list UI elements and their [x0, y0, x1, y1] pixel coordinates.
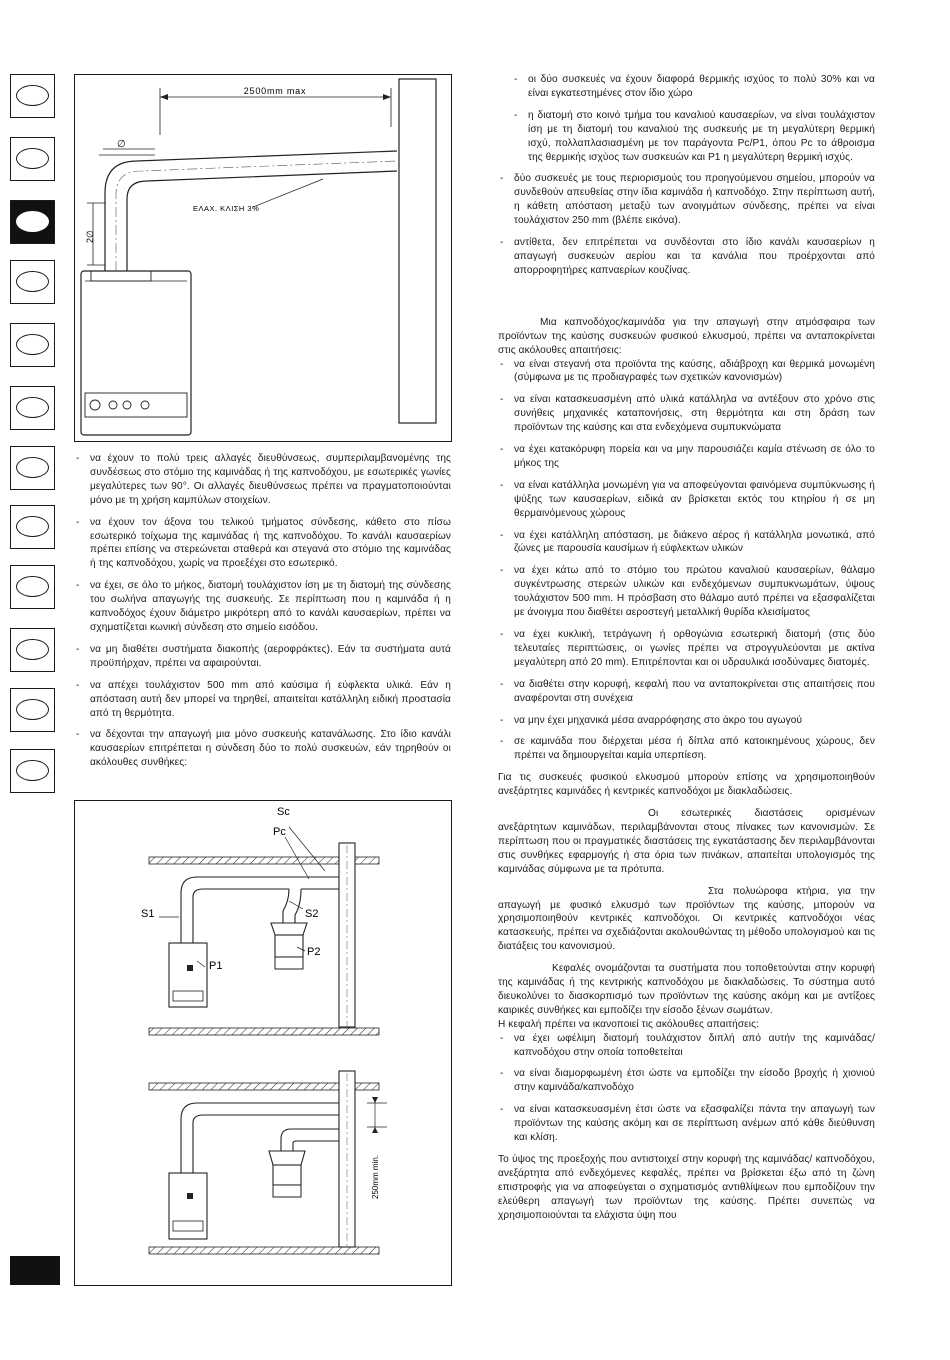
flue-axis: [116, 161, 397, 271]
min-distance-label: 250mm min.: [371, 1154, 380, 1199]
appliance-1: [169, 1173, 207, 1239]
list-item: - να έχει κατακόρυφη πορεία και να μην παρουσιάζει καμία στένωση σε όλο το μήκος της: [498, 443, 875, 471]
list-item: - να είναι κατασκευασμένη έτσι ώστε να εξασφαλίζει πάντα την απαγωγή των προϊόντων της καύσης ακόμη και σε περίπτωση ανέμων από κάθε διεύθυνση και κλίση.: [498, 1103, 875, 1145]
label-pc: Pc: [273, 826, 286, 838]
language-tab-9[interactable]: [10, 565, 55, 609]
paragraph: Για τις συσκευές φυσικού ελκυσμού μπορούν επίσης να χρησιμοποιηθούν ανεξάρτητες καμινάδες ή κεντρικές καπνοδόχοι με διακλαδώσεις.: [498, 772, 875, 798]
list-item: - να έχει κάτω από το στόμιο του πρώτου καναλιού καυσαερίων, θάλαμο συγκέντρωσης στερεών υλικών και ενδεχόμενων συμπυκνωμάτων, ύψους τουλάχιστον 500 mm. Η πρόσβαση στο θάλαμο αυτό πρέπει να εξασφαλίζεται με άνοιγμα που διαθέτει αεροστεγή μεταλλική θυρίδα κλεισίματος: [498, 564, 875, 620]
oval-icon: [16, 699, 49, 720]
label-sc: Sc: [277, 806, 290, 818]
oval-icon: [16, 760, 49, 781]
flue-requirements-list: [74, 452, 451, 770]
flue-pipe-inner: [127, 171, 397, 271]
paragraph: Η κεφαλή πρέπει να ικανοποιεί τις ακόλουθες απαιτήσεις:: [498, 1018, 759, 1030]
power-icon: [90, 400, 100, 410]
diameter-label: ∅: [117, 139, 126, 150]
slope-label: ΕΛΑΧ. ΚΛΙΣΗ 3%: [193, 204, 260, 213]
oval-icon: [16, 397, 49, 418]
paragraph: Το ύψος της προεξοχής που αντιστοιχεί στην κορυφή της καμινάδας/ καπνοδόχου, ανεξάρτητα από ενδεχόμενες κεφαλές, πρέπει να βρίσκεται έξω από τη ζώνη επιστροφής για να αποφεύγεται ο σχηματισμός αντιθλίψεων που εμποδίζουν την ελεύθερη απαγωγή των προϊόντων της καύσης. Πρέπει συνεπώς να χρησιμοποιούνται τα ελάχιστα ύψη που: [498, 1154, 875, 1221]
two-appliances-diagram: [75, 801, 453, 1287]
oval-icon: [16, 457, 49, 478]
label-p2: P2: [307, 946, 321, 958]
oval-icon: [16, 576, 49, 597]
boiler-body: [81, 271, 191, 435]
flue-connection-diagram: [75, 75, 453, 443]
list-item: - να είναι κατασκευασμένη από υλικά κατάλληλα να αντέξουν στο χρόνο στις συνήθεις μηχανικές καταπονήσεις, στη θερμότητα και στη δράση των προϊόντων της καύσης και στα ενδεχόμενα συμπυκνώματα: [498, 393, 875, 435]
head-requirements-list: [498, 1032, 875, 1145]
two-appliance-conditions: [498, 73, 875, 278]
language-tab-5[interactable]: [10, 323, 55, 367]
language-tab-6[interactable]: [10, 386, 55, 430]
dimension-2500-label: 2500mm max: [243, 86, 307, 96]
list-item: - οι δύο συσκευές να έχουν διαφορά θερμικής ισχύος το πολύ 30% και να είναι εγκατεστημένες στον ίδιο χώρο: [512, 73, 875, 101]
language-tab-10[interactable]: [10, 628, 55, 672]
oval-icon: [16, 639, 49, 660]
language-tab-12[interactable]: [10, 749, 55, 793]
oval-icon: [16, 271, 49, 292]
diameter-2-label: 2∅: [85, 230, 95, 243]
two-appliances-figure: [74, 800, 452, 1286]
list-item: - να έχει, σε όλο το μήκος, διατομή τουλάχιστον ίση με τη διατομή της σύνδεσης του σωλήνα απαγωγής της συσκευής. Σε περίπτωση που η καμινάδα ή η καπνοδόχος έχουν διάμετρο μικρότερη από το κανάλι καυσαερίων, πρέπει να σχηματίζεται κωνική σύνδεση στο σημείο εισόδου.: [74, 579, 451, 635]
list-item: - να έχουν το πολύ τρεις αλλαγές διευθύνσεως, συμπεριλαμβανομένης της συνδέσεως στο στόμιο της καμινάδας ή της καπνοδόχου, με εσωτερικές γωνίες μεγαλύτερες των 90°. Οι αλλαγές διευθύνσεως πρέπει να πραγματοποιούνται μόνο με τη χρήση καμπύλων στοιχείων.: [74, 452, 451, 508]
list-item: - να έχει κατάλληλη απόσταση, με διάκενο αέρος ή κατάλληλα μονωτικά, από ζώνες με παρουσία καυσίμων ή εύφλεκτων υλικών: [498, 529, 875, 557]
label-p1: P1: [209, 960, 223, 972]
floor-slab: [149, 1028, 379, 1035]
list-item: - να είναι κατάλληλα μονωμένη για να αποφεύγονται φαινόμενα συμπύκνωσης ή ψύξης των καυσαερίων, ειδικά αν βρίσκεται εκτός του κτηρίου ή σε μη θερμαινόμενους χώρους: [498, 479, 875, 521]
oval-icon: [16, 516, 49, 537]
list-item: - να έχει κυκλική, τετράγωνη ή ορθογώνια εσωτερική διατομή (στις δύο τελευταίες περιπτώσεις, οι γωνίες πρέπει να στρογγυλεύονται με ακτίνα μεγαλύτερη από 20 mm). Επιτρέπονται και οι υδραυλικά ισοδύναμες διατομές.: [498, 628, 875, 670]
left-text-column: [74, 452, 451, 778]
knob-icon: [123, 401, 131, 409]
list-item: - να έχει ωφέλιμη διατομή τουλάχιστον διπλή από αυτήν της καμινάδας/ καπνοδόχου στην οποία τοποθετείται: [498, 1032, 875, 1060]
paragraph: Κεφαλές ονομάζονται τα συστήματα που τοποθετούνται στην κορυφή της καμινάδας ή της κεντρικής καπνοδόχου με διακλαδώσεις. Το σύστημα αυτό διευκολύνει το διασκορπισμό των προϊόντων της καύσης ακόμη και με αντίξοες καιρικές συνθήκες και εμποδίζει την είσοδο ξένων σωμάτων.: [498, 963, 875, 1016]
oval-icon: [16, 334, 49, 355]
list-item: - να δέχονται την απαγωγή μια μόνο συσκευής κατανάλωσης. Στο ίδιο κανάλι καυσαερίων επιτρέπεται η σύνδεση δύο το πολύ συσκευών, εάν τηρηθούν οι ακόλουθες συνθήκες:: [74, 728, 451, 770]
language-tab-2[interactable]: [10, 137, 55, 181]
appliance-2: [275, 935, 303, 957]
label-s2: S2: [305, 908, 319, 920]
appliance-1: [169, 943, 207, 1007]
list-item: - η διατομή στο κοινό τμήμα του καναλιού καυσαερίων, να είναι τουλάχιστον ίση με τη διατομή του καναλιού της συσκευής με τη μεγαλύτερη θερμική ισχύ, πολλαπλασιασμένη με τον παράγοντα Pc/P1, όπου Pc το άθροισμα της θερμικής ισχύος των συσκευών και P1 η μεγαλύτερη θερμική ισχύς.: [512, 109, 875, 165]
language-tab-11[interactable]: [10, 688, 55, 732]
flue-connection-figure: [74, 74, 452, 442]
knob-icon: [141, 401, 149, 409]
list-item: - να είναι διαμορφωμένη έτσι ώστε να εμποδίζει την είσοδο βροχής ή χιονιού στην καμινάδα/καπνοδόχο: [498, 1067, 875, 1095]
chimney-requirements-list: [498, 358, 875, 764]
language-tab-8[interactable]: [10, 505, 55, 549]
list-item: - σε καμινάδα που διέρχεται μέσα ή δίπλα από κατοικημένους χώρους, δεν πρέπει να δημιουργείται καμία υπερπίεση.: [498, 735, 875, 763]
paragraph: Μια καπνοδόχος/καμινάδα για την απαγωγή στην ατμόσφαιρα των προϊόντων της καύσης συσκευών φυσικού ελκυσμού, πρέπει να ανταποκρίνεται στις ακόλουθες απαιτήσεις:: [498, 316, 875, 356]
paragraph: Στα πολυώροφα κτήρια, για την απαγωγή με φυσικό ελκυσμό των προϊόντων της καύσης, μπορούν να χρησιμοποιηθούν κεντρικές καπνοδόχοι. Οι κεντρικές καπνοδόχοι νέας κατασκευής, πρέπει να σχεδιάζονται ακολουθώντας τη μέθοδο υπολογισμού και τις διατάξεις του κανονισμού.: [498, 885, 875, 953]
oval-icon: [16, 211, 49, 232]
language-tab-4[interactable]: [10, 260, 55, 304]
right-text-column: [498, 73, 875, 1231]
list-item: - αντίθετα, δεν επιτρέπεται να συνδέονται στο ίδιο κανάλι καυσαερίων η απαγωγή συσκευών αερίου και τα κανάλια που προέρχονται από απορροφητήρες καπναερίων κουζίνας.: [498, 236, 875, 278]
list-item: - να διαθέτει στην κορυφή, κεφαλή που να ανταποκρίνεται στις απαιτήσεις που αναφέρονται στη συνέχεια: [498, 678, 875, 706]
list-item: - να είναι στεγανή στα προϊόντα της καύσης, αδιάβροχη και θερμικά μονωμένη (σύμφωνα με τις προδιαγραφές των σχετικών κανονισμών): [498, 358, 875, 386]
knob-icon: [109, 401, 117, 409]
page-number-box: [10, 1256, 60, 1285]
list-item: - να απέχει τουλάχιστον 500 mm από καύσιμα ή εύφλεκτα υλικά. Εάν η απόσταση αυτή δεν μπορεί να τηρηθεί, απαιτείται κατάλληλη ειδική προστασία από τη θερμότητα.: [74, 679, 451, 721]
list-item: - να μην έχει μηχανικά μέσα αναρρόφησης στο άκρο του αγωγού: [498, 714, 875, 728]
language-tab-7[interactable]: [10, 446, 55, 490]
appliance-2: [273, 1165, 301, 1185]
oval-icon: [16, 85, 49, 106]
floor-slab: [149, 1247, 379, 1254]
language-tab-active[interactable]: [10, 200, 55, 244]
list-item: - να μη διαθέτει συστήματα διακοπής (αεροφράκτες). Εάν τα συστήματα αυτά προϋπήρχαν, πρέπει να αφαιρούνται.: [74, 643, 451, 671]
list-item: - δύο συσκευές με τους περιορισμούς του προηγούμενου σημείου, μπορούν να συνδεθούν απευθείας στην ίδια καμινάδα ή καπνοδόχο. Στην περίπτωση αυτή, η κάθετη απόσταση μεταξύ των ανοιγμάτων σύνδεσης, πρέπει να είναι τουλάχιστον 250 mm (βλέπε εικόνα).: [498, 172, 875, 228]
label-s1: S1: [141, 908, 155, 920]
oval-icon: [16, 148, 49, 169]
chimney: [339, 843, 355, 1027]
paragraph: Οι εσωτερικές διαστάσεις ορισμένων ανεξάρτητων καμινάδων, περιλαμβάνονται στους πίνακες των κανονισμών. Σε περίπτωση που οι πραγματικές διαστάσεις της εγκατάστασης δεν περιλαμβάνονται στις συνθήκες εφαρμογής ή στα όρια των πινάκων, απαιτείται υπολογισμός της καμινάδας σύμφωνα με τα πρότυπα.: [498, 808, 875, 875]
language-tab-1[interactable]: [10, 74, 55, 118]
wall: [399, 79, 436, 423]
list-item: - να έχουν τον άξονα του τελικού τμήματος σύνδεσης, κάθετο στο πίσω εσωτερικό τοίχωμα της καμινάδας ή της καπνοδόχου. Το κανάλι καυσαερίων πρέπει επίσης να στερεώνεται σταθερά και στεγανά στο στόμιο της καμινάδας ή της καπνοδόχου, χωρίς να προεξέχει στο εσωτερικό.: [74, 516, 451, 572]
